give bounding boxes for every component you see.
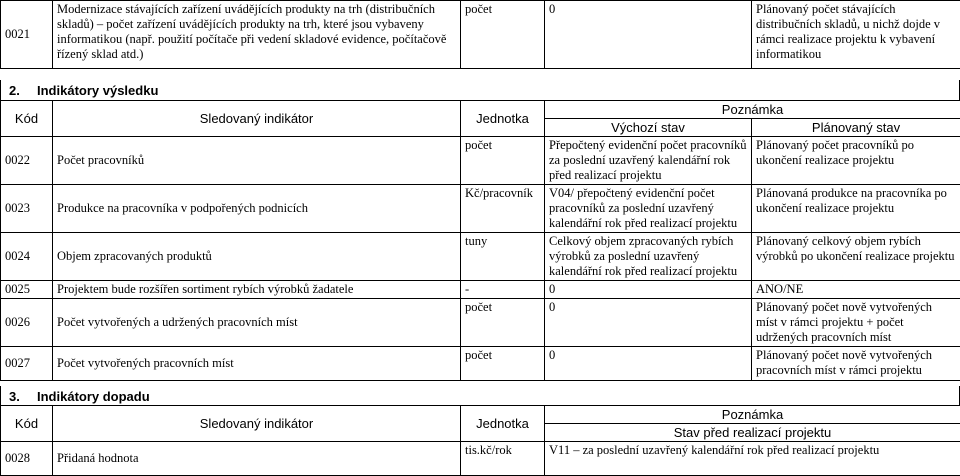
impact-indicators-table bbox=[0, 405, 960, 476]
row-unit: počet bbox=[461, 299, 545, 347]
row-target: Plánovaný počet stávajících distribučních skladů, u nichž dojde v rámci realizace projektu k vybavení informatikou bbox=[752, 1, 960, 69]
row-target: ANO/NE bbox=[752, 281, 960, 299]
row-code: 0024 bbox=[1, 233, 53, 281]
table-row bbox=[1, 137, 960, 185]
row-code: 0022 bbox=[1, 137, 53, 185]
row-indicator: Projektem bude rozšířen sortiment rybích výrobků žadatele bbox=[53, 281, 461, 299]
row-target: Plánovaný počet pracovníků po ukončení realizace projektu bbox=[752, 137, 960, 185]
row-unit: počet bbox=[461, 1, 545, 69]
row-indicator: Počet vytvořených pracovních míst bbox=[53, 347, 461, 381]
row-indicator: Přidaná hodnota bbox=[53, 442, 461, 476]
row-unit: tuny bbox=[461, 233, 545, 281]
header-unit: Jednotka bbox=[461, 101, 545, 137]
row-code: 0025 bbox=[1, 281, 53, 299]
section-title: Indikátory výsledku bbox=[37, 83, 158, 98]
table-row bbox=[1, 281, 960, 299]
header-code: Kód bbox=[1, 101, 53, 137]
header-note: Poznámka bbox=[545, 406, 960, 424]
header-code: Kód bbox=[1, 406, 53, 442]
row-unit: tis.kč/rok bbox=[461, 442, 545, 476]
row-code: 0026 bbox=[1, 299, 53, 347]
result-indicators-table bbox=[0, 100, 960, 381]
section-number: 3. bbox=[9, 389, 20, 404]
header-indicator: Sledovaný indikátor bbox=[53, 101, 461, 137]
table-row bbox=[1, 1, 960, 69]
row-target: Plánovaný počet nově vytvořených pracovních míst v rámci projektu bbox=[752, 347, 960, 381]
row-baseline: Celkový objem zpracovaných rybích výrobků za poslední uzavřený kalendářní rok před realizací projektu bbox=[545, 233, 752, 281]
header-target: Plánovaný stav bbox=[752, 119, 960, 137]
top-table bbox=[0, 0, 960, 69]
row-baseline: 0 bbox=[545, 299, 752, 347]
row-indicator: Počet pracovníků bbox=[53, 137, 461, 185]
table-row bbox=[1, 347, 960, 381]
row-code: 0028 bbox=[1, 442, 53, 476]
row-code: 0027 bbox=[1, 347, 53, 381]
row-target: Plánovaný celkový objem rybích výrobků po ukončení realizace projektu bbox=[752, 233, 960, 281]
row-baseline: 0 bbox=[545, 281, 752, 299]
row-unit: Kč/pracovník bbox=[461, 185, 545, 233]
row-target: Plánovaná produkce na pracovníka po ukončení realizace projektu bbox=[752, 185, 960, 233]
section-number: 2. bbox=[9, 83, 20, 98]
row-indicator: Produkce na pracovníka v podpořených podnicích bbox=[53, 185, 461, 233]
row-unit: počet bbox=[461, 347, 545, 381]
row-baseline: V11 – za poslední uzavřený kalendářní rok před realizací projektu bbox=[545, 442, 960, 476]
row-unit: - bbox=[461, 281, 545, 299]
row-unit: počet bbox=[461, 137, 545, 185]
row-baseline: Přepočtený evidenční počet pracovníků za poslední uzavřený kalendářní rok před realizací projektu bbox=[545, 137, 752, 185]
table-row bbox=[1, 233, 960, 281]
header-note: Poznámka bbox=[545, 101, 960, 119]
table-row bbox=[1, 185, 960, 233]
row-indicator: Modernizace stávajících zařízení uvádějících produkty na trh (distribučních skladů) – počet zařízení uvádějících produkty na trh, které jsou vybaveny informatikou (např. použití počítače při vedení skladové evidence, počítačově řízený sklad atd.) bbox=[53, 1, 461, 69]
section-title: Indikátory dopadu bbox=[37, 389, 150, 404]
row-baseline: V04/ přepočtený evidenční počet pracovníků za poslední uzavřený kalendářní rok před realizací projektu bbox=[545, 185, 752, 233]
row-code: 0023 bbox=[1, 185, 53, 233]
row-code: 0021 bbox=[1, 1, 53, 69]
row-baseline: 0 bbox=[545, 347, 752, 381]
table-row bbox=[1, 442, 960, 476]
header-baseline: Výchozí stav bbox=[545, 119, 752, 137]
row-target: Plánovaný počet nově vytvořených míst v rámci projektu + počet udržených pracovních míst bbox=[752, 299, 960, 347]
header-unit: Jednotka bbox=[461, 406, 545, 442]
table-row bbox=[1, 299, 960, 347]
header-indicator: Sledovaný indikátor bbox=[53, 406, 461, 442]
section-2-heading bbox=[0, 80, 960, 100]
header-baseline: Stav před realizací projektu bbox=[545, 424, 960, 442]
row-baseline: 0 bbox=[545, 1, 752, 69]
row-indicator: Počet vytvořených a udržených pracovních míst bbox=[53, 299, 461, 347]
table-header-row bbox=[1, 406, 960, 424]
section-3-heading bbox=[0, 386, 960, 406]
row-indicator: Objem zpracovaných produktů bbox=[53, 233, 461, 281]
table-header-row bbox=[1, 101, 960, 119]
